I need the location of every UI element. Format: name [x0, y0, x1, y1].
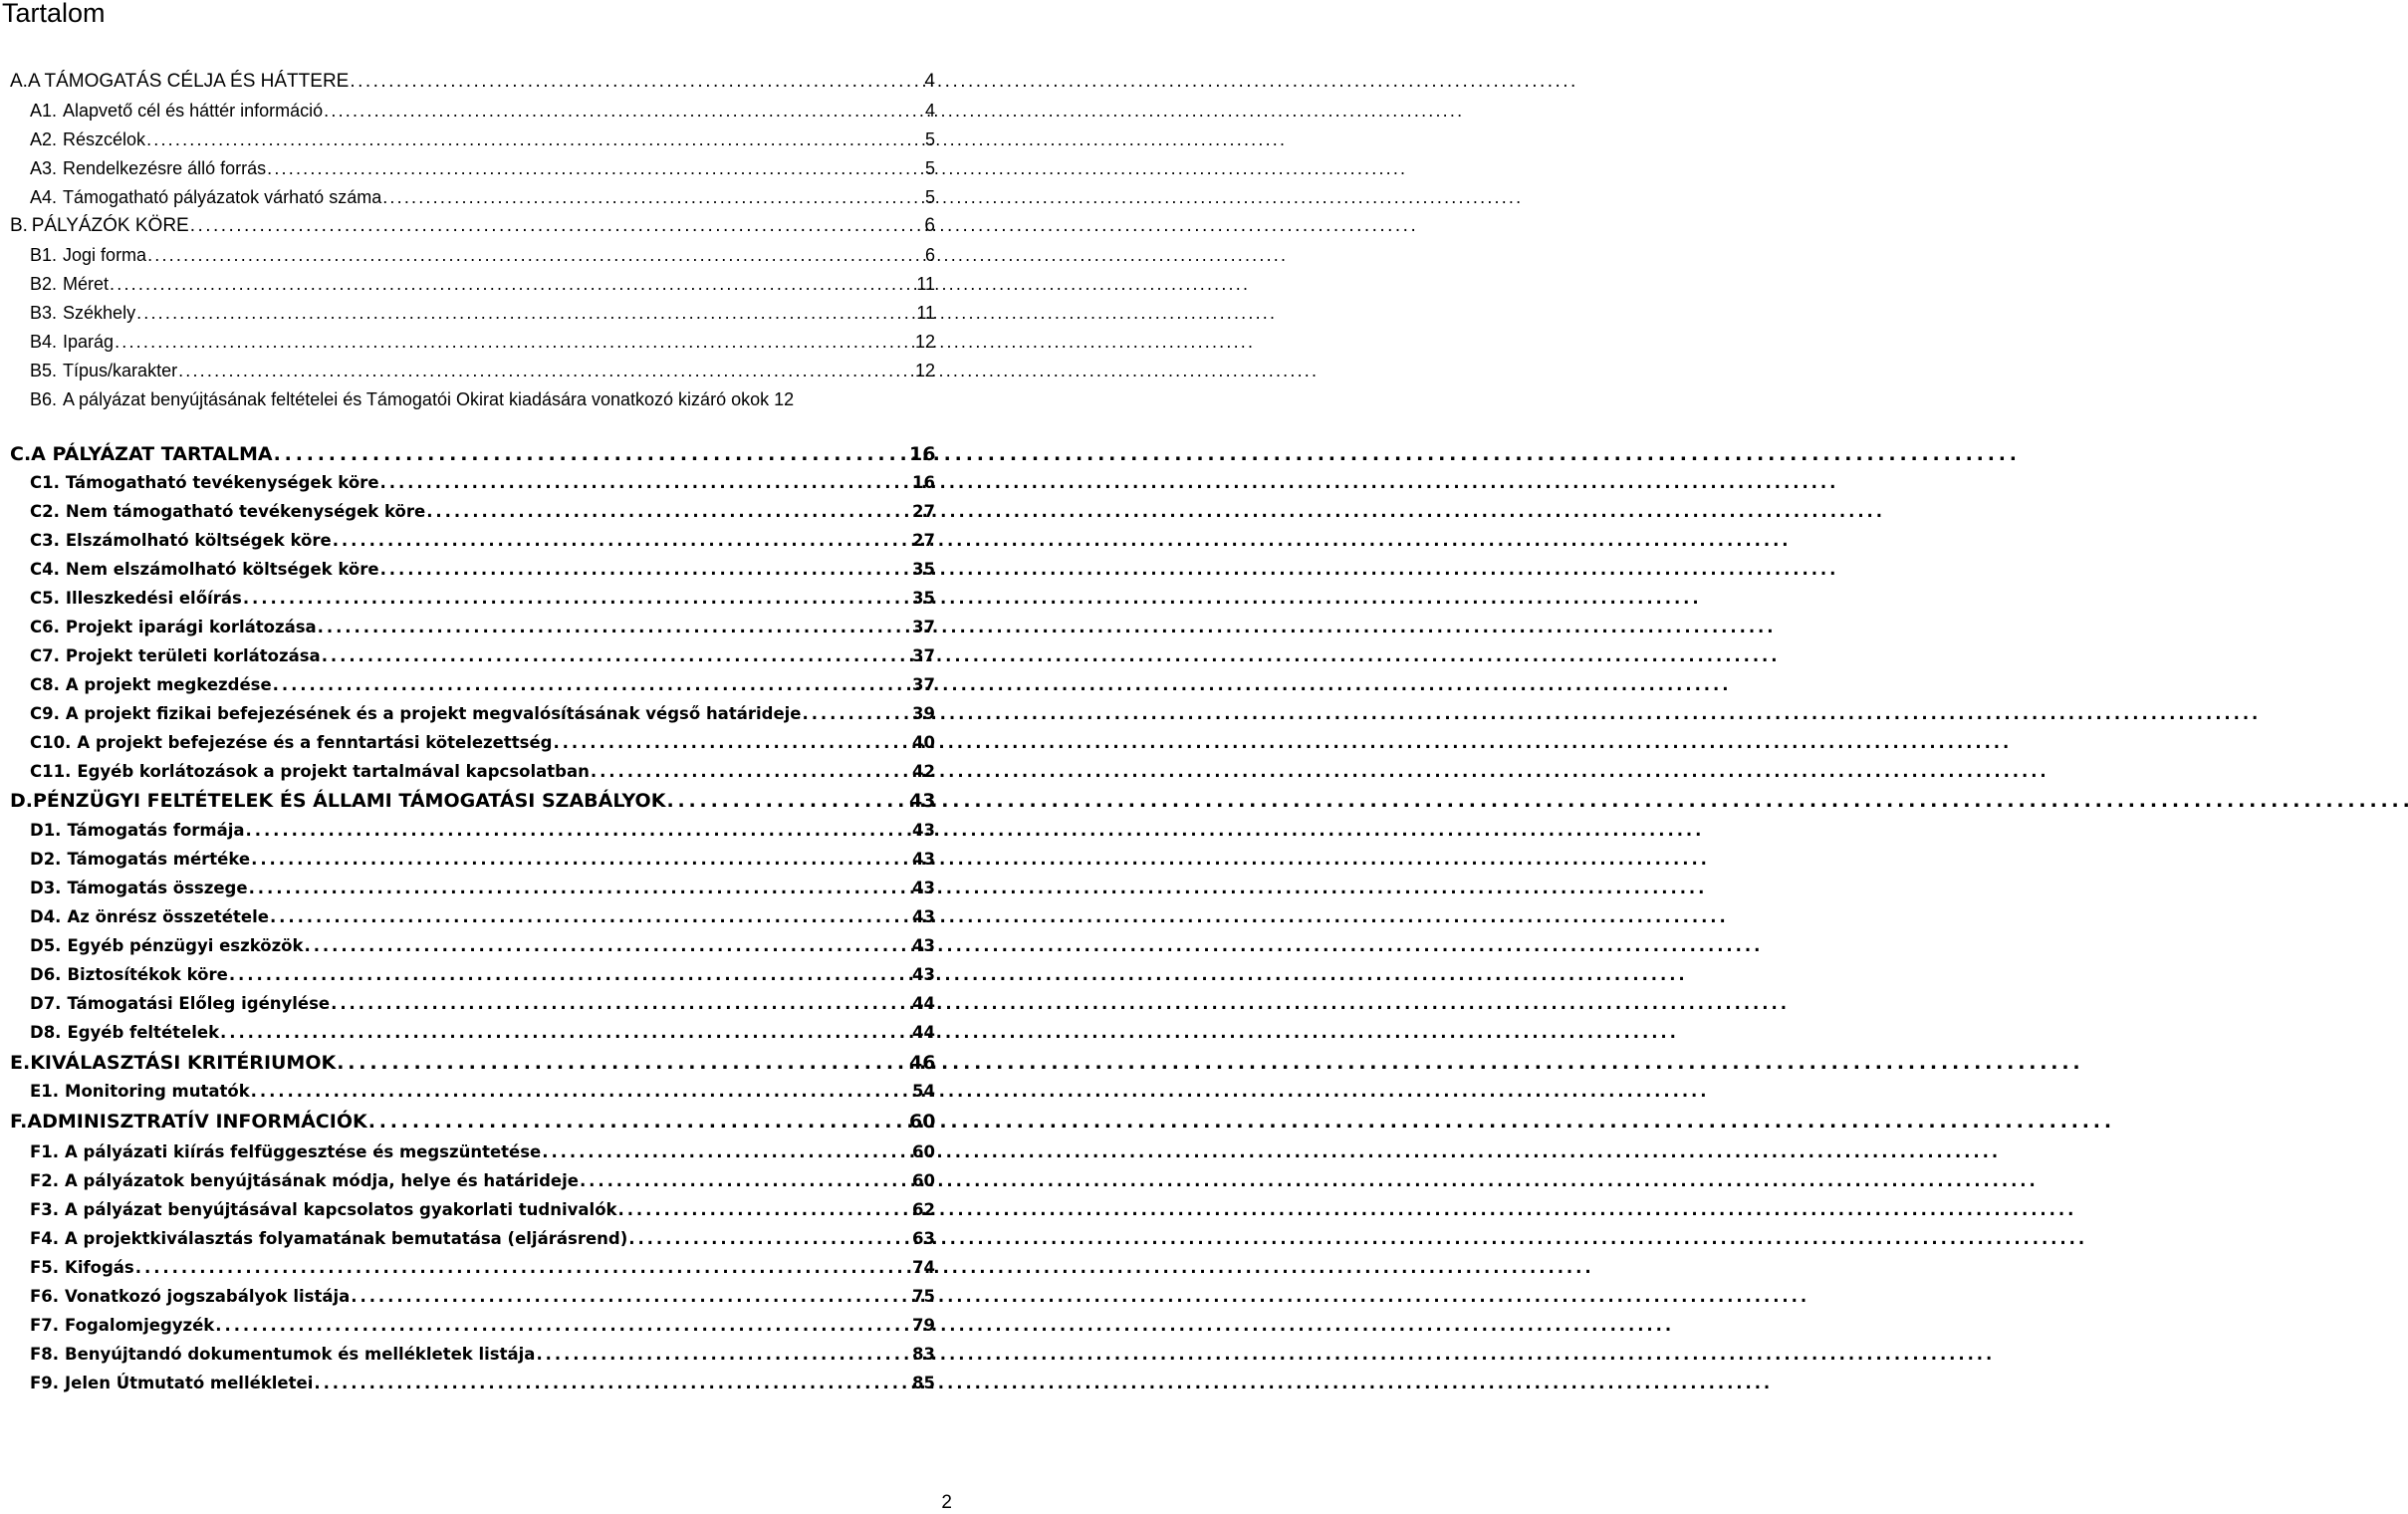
toc-entry-page: 35 — [912, 589, 935, 608]
toc-entry[interactable] — [0, 990, 956, 1018]
toc-entry-page: 74 — [912, 1258, 935, 1277]
toc-entry-number: F4. — [30, 1229, 60, 1248]
toc-leader-dots — [380, 469, 908, 497]
toc-entry[interactable] — [0, 527, 956, 555]
toc-entry-title: A projekt fizikai befejezésének és a projekt megvalósításának végső határideje — [65, 704, 802, 723]
toc-entry-title: Projekt területi korlátozása — [65, 646, 321, 665]
toc-leader-dots — [591, 758, 908, 786]
toc-entry-page: 62 — [912, 1200, 935, 1219]
toc-entry-number: C2. — [30, 502, 60, 521]
toc-entry-number: F9. — [30, 1374, 60, 1392]
toc-leader-dots — [270, 903, 908, 931]
toc-entry-title: Biztosítékok köre — [67, 965, 228, 984]
toc-leader-dots — [178, 357, 908, 384]
toc-entry-title: Fogalomjegyzék — [65, 1316, 215, 1335]
toc-entry-number: B2. — [30, 274, 58, 294]
toc-entry-title: Egyéb korlátozások a projekt tartalmával kapcsolatban — [77, 762, 590, 781]
toc-leader-dots — [380, 556, 908, 584]
toc-entry-title: Nem elszámolható költségek köre — [65, 560, 379, 579]
toc-entry[interactable] — [0, 183, 956, 211]
toc-entry-page: 11 — [916, 303, 935, 323]
toc-leader-dots — [536, 1341, 908, 1369]
toc-entry-page: 85 — [912, 1374, 935, 1392]
toc-entry-title: Benyújtandó dokumentumok és mellékletek listája — [65, 1345, 536, 1364]
toc-entry[interactable] — [0, 154, 956, 182]
toc-entry-title: Egyéb feltételek — [67, 1023, 220, 1042]
toc-entry-page: 79 — [912, 1316, 935, 1335]
toc-entry-number: B3. — [30, 303, 58, 323]
toc-leader-dots — [146, 126, 908, 153]
toc-entry-title: Részcélok — [63, 129, 146, 149]
toc-entry[interactable] — [0, 556, 956, 584]
toc-entry[interactable] — [0, 299, 956, 327]
toc-entry[interactable] — [0, 1138, 956, 1166]
toc-leader-dots — [350, 68, 908, 96]
toc-entry-title: A pályázatok benyújtásának módja, helye és határideje — [65, 1171, 579, 1190]
toc-entry-title: A projekt megkezdése — [65, 675, 272, 694]
toc-entry-page: 44 — [912, 994, 935, 1013]
toc-entry-title: Vonatkozó jogszabályok listája — [65, 1287, 351, 1306]
toc-leader-dots — [305, 932, 909, 960]
page-title: Tartalom — [2, 0, 106, 28]
toc-entry-page: 12 — [914, 361, 935, 380]
toc-entry[interactable] — [0, 241, 956, 269]
toc-entry-number: D. — [10, 790, 33, 812]
toc-entry-number: D2. — [30, 850, 62, 869]
toc-entry-title: ADMINISZTRATÍV INFORMÁCIÓK — [27, 1111, 367, 1133]
toc-entry-page: 43 — [912, 907, 935, 926]
toc-entry-number: C10. — [30, 733, 72, 752]
toc-entry-title: PÉNZÜGYI FELTÉTELEK ÉS ÁLLAMI TÁMOGATÁSI SZABÁLYOK — [33, 790, 666, 812]
toc-entry-title: A projektkiválasztás folyamatának bemutatása (eljárásrend) — [65, 1229, 628, 1248]
toc-leader-dots — [273, 671, 908, 699]
toc-entry[interactable] — [0, 469, 956, 497]
toc-entry[interactable] — [0, 270, 956, 298]
toc-leader-dots — [243, 585, 908, 613]
toc-entry[interactable] — [0, 961, 956, 989]
toc-entry-number: A2. — [30, 129, 58, 149]
toc-entry-number: F2. — [30, 1171, 60, 1190]
toc-entry[interactable] — [0, 328, 956, 356]
toc-entry-number: A3. — [30, 158, 58, 178]
toc-entry-page: 6 — [924, 215, 935, 236]
toc-entry-title: PÁLYÁZÓK KÖRE — [31, 215, 189, 236]
toc-entry-page: 16 — [909, 443, 936, 465]
toc-leader-dots — [322, 642, 908, 670]
toc-entry[interactable] — [0, 642, 956, 670]
toc-leader-dots — [190, 212, 908, 240]
toc-entry-number: C6. — [30, 618, 60, 636]
toc-section-entry[interactable] — [0, 787, 956, 815]
toc-entry-number: C8. — [30, 675, 60, 694]
toc-entry[interactable] — [0, 498, 956, 526]
toc-entry[interactable] — [0, 357, 956, 384]
toc-entry-number: F8. — [30, 1345, 60, 1364]
toc-entry-number: B6. — [30, 389, 58, 409]
toc-entry[interactable] — [0, 1196, 956, 1224]
toc-entry-title: Támogatható pályázatok várható száma — [63, 187, 382, 207]
toc-entry-number: F6. — [30, 1287, 60, 1306]
toc-entry-page: 43 — [909, 790, 936, 812]
toc-entry-title: Iparág — [63, 332, 115, 352]
toc-entry-page: 16 — [912, 473, 935, 492]
toc-entry-title: KIVÁLASZTÁSI KRITÉRIUMOK — [30, 1052, 337, 1074]
toc-entry-page: 46 — [909, 1052, 936, 1074]
toc-entry[interactable] — [0, 846, 956, 874]
toc-entry-number: D8. — [30, 1023, 62, 1042]
toc-entry-title: Jelen Útmutató mellékletei — [65, 1374, 314, 1392]
toc-entry-page: 54 — [912, 1082, 935, 1101]
toc-entry-title: Kifogás — [65, 1258, 134, 1277]
toc-leader-dots — [553, 729, 908, 757]
toc-entry-title: Nem támogatható tevékenységek köre — [65, 502, 426, 521]
toc-entry[interactable] — [0, 126, 956, 153]
toc-entry[interactable] — [0, 614, 956, 641]
toc-leader-dots — [333, 527, 908, 555]
toc-entry-title: Az önrész összetétele — [67, 907, 269, 926]
toc-entry-page: 43 — [912, 965, 935, 984]
toc-leader-dots — [802, 700, 908, 728]
toc-entry-page: 43 — [912, 821, 935, 840]
toc-entry-page: 63 — [912, 1229, 935, 1248]
toc-entry[interactable] — [0, 1254, 956, 1282]
toc-entry[interactable] — [0, 758, 956, 786]
toc-entry[interactable] — [0, 1283, 956, 1311]
toc-entry-number: C5. — [30, 589, 60, 608]
toc-entry-title: Elszámolható költségek köre — [65, 531, 332, 550]
toc-entry-page: 40 — [912, 733, 935, 752]
toc-entry-page: 43 — [912, 850, 935, 869]
toc-entry-page: 5 — [924, 187, 935, 207]
toc-entry-number: D5. — [30, 936, 62, 955]
toc-entry-title: A pályázati kiírás felfüggesztése és megszüntetése — [65, 1142, 542, 1161]
toc-entry[interactable] — [0, 585, 956, 613]
toc-leader-dots — [115, 328, 908, 356]
toc-entry-number: C11. — [30, 762, 72, 781]
toc-section-entry[interactable] — [0, 68, 956, 96]
toc-entry-title: Illeszkedési előírás — [65, 589, 242, 608]
toc-entry-title: Projekt iparági korlátozása — [65, 618, 317, 636]
toc-entry[interactable] — [0, 1312, 956, 1340]
toc-entry-number: F7. — [30, 1316, 60, 1335]
toc-entry-number: C3. — [30, 531, 60, 550]
toc-leader-dots — [267, 154, 908, 182]
page-number: 2 — [941, 1492, 952, 1513]
toc-leader-dots — [331, 990, 908, 1018]
toc-entry[interactable] — [0, 1370, 956, 1397]
toc-entry-page: 44 — [912, 1023, 935, 1042]
toc-leader-dots — [246, 817, 908, 845]
toc-entry-number: A4. — [30, 187, 58, 207]
toc-entry[interactable] — [0, 671, 956, 699]
toc-entry-page: 27 — [912, 502, 935, 521]
toc-entry-title: Támogatás mértéke — [67, 850, 251, 869]
toc-entry-number: D4. — [30, 907, 62, 926]
toc-entry-page: 37 — [912, 618, 935, 636]
toc-section-entry[interactable] — [0, 212, 956, 240]
toc-entry-page: 83 — [912, 1345, 935, 1364]
toc-section-entry[interactable] — [0, 1049, 956, 1077]
toc-entry-number: C9. — [30, 704, 60, 723]
toc-entry-page: 43 — [912, 936, 935, 955]
toc-entry-page: 11 — [916, 274, 935, 294]
toc-entry-number: F1. — [30, 1142, 60, 1161]
toc-entry-number: F5. — [30, 1258, 60, 1277]
toc-section-entry[interactable] — [0, 440, 956, 468]
toc-entry[interactable] — [0, 1341, 956, 1369]
toc-leader-dots — [147, 241, 908, 269]
toc-leader-dots — [618, 1196, 909, 1224]
toc-leader-dots — [136, 299, 908, 327]
toc-leader-dots — [229, 961, 908, 989]
toc-entry-page: 37 — [912, 675, 935, 694]
toc-entry-number: A1. — [30, 101, 58, 121]
toc-leader-dots — [249, 875, 908, 902]
toc-entry[interactable] — [0, 932, 956, 960]
toc-entry-page: 39 — [912, 704, 935, 723]
toc-entry-title: Alapvető cél és háttér információ — [63, 101, 324, 121]
toc-entry-page: 27 — [912, 531, 935, 550]
toc-entry[interactable] — [0, 817, 956, 845]
toc-entry-title: Méret — [63, 274, 110, 294]
toc-section-entry[interactable] — [0, 1108, 956, 1136]
toc-entry-title: A pályázat benyújtásának feltételei és Támogatói Okirat kiadására vonatkozó kizáró okok 12 — [63, 389, 795, 409]
toc-entry-page: 43 — [912, 879, 935, 897]
toc-entry-title: Támogatási Előleg igénylése — [67, 994, 331, 1013]
toc-entry-number: C4. — [30, 560, 60, 579]
toc-entry-page: 6 — [924, 245, 935, 265]
toc-entry-title: Jogi forma — [63, 245, 147, 265]
toc-entry-title: Típus/karakter — [63, 361, 178, 380]
toc-entry-number: B5. — [30, 361, 58, 380]
toc-entry[interactable] — [0, 1225, 956, 1253]
toc-entry[interactable] — [0, 729, 956, 757]
toc-entry-number: D3. — [30, 879, 62, 897]
toc-entry-page: 12 — [914, 332, 935, 352]
toc-entry-number: C1. — [30, 473, 60, 492]
toc-entry-page: 60 — [912, 1171, 935, 1190]
toc-entry-number: D7. — [30, 994, 62, 1013]
toc-entry-page: 4 — [924, 71, 935, 92]
toc-entry-title: A PÁLYÁZAT TARTALMA — [31, 443, 273, 465]
toc-entry-page: 5 — [924, 158, 935, 178]
toc-entry[interactable] — [0, 700, 956, 728]
toc-entry-page: 42 — [912, 762, 935, 781]
toc-entry-number: F3. — [30, 1200, 60, 1219]
toc-entry-title: A TÁMOGATÁS CÉLJA ÉS HÁTTERE — [27, 71, 350, 92]
toc-entry[interactable] — [30, 385, 956, 413]
toc-leader-dots — [426, 498, 908, 526]
toc-entry[interactable] — [0, 875, 956, 902]
toc-leader-dots — [542, 1138, 908, 1166]
toc-entry-page: 5 — [924, 129, 935, 149]
toc-leader-dots — [274, 440, 908, 468]
toc-leader-dots — [382, 183, 908, 211]
toc-entry[interactable] — [0, 97, 956, 125]
toc-leader-dots — [220, 1019, 908, 1047]
toc-entry-number: A. — [10, 71, 28, 92]
toc-entry-page: 75 — [912, 1287, 935, 1306]
toc-entry-title: A pályázat benyújtásával kapcsolatos gyakorlati tudnivalók — [65, 1200, 617, 1219]
toc-entry-title: Székhely — [63, 303, 136, 323]
toc-entry-number: C. — [10, 443, 32, 465]
toc-leader-dots — [314, 1370, 908, 1397]
toc-leader-dots — [215, 1312, 908, 1340]
toc-entry-page: 37 — [912, 646, 935, 665]
toc-entry-title: Támogatható tevékenységek köre — [65, 473, 379, 492]
toc-entry-number: E1. — [30, 1082, 60, 1101]
toc-leader-dots — [318, 614, 908, 641]
toc-entry-title: Támogatás összege — [67, 879, 248, 897]
toc-entry-number: B. — [10, 215, 28, 236]
toc-entry[interactable] — [0, 903, 956, 931]
toc-entry-page: 35 — [912, 560, 935, 579]
toc-entry-title: A projekt befejezése és a fenntartási kötelezettség — [77, 733, 553, 752]
toc-leader-dots — [251, 1078, 908, 1106]
toc-entry-page: 4 — [924, 101, 935, 121]
toc-entry-number: D1. — [30, 821, 62, 840]
toc-leader-dots — [251, 846, 908, 874]
toc-entry[interactable] — [0, 1078, 956, 1106]
toc-entry-page: 60 — [912, 1142, 935, 1161]
toc-entry-number: C7. — [30, 646, 60, 665]
toc-leader-dots — [628, 1225, 908, 1253]
toc-leader-dots — [135, 1254, 908, 1282]
toc-entry-page: 60 — [909, 1111, 936, 1133]
toc-entry-title: Monitoring mutatók — [65, 1082, 250, 1101]
toc-entry-title: Támogatás formája — [67, 821, 245, 840]
toc-leader-dots — [368, 1108, 908, 1136]
toc-entry-number: B1. — [30, 245, 58, 265]
toc-leader-dots — [324, 97, 908, 125]
toc-entry-title: Rendelkezésre álló forrás — [63, 158, 267, 178]
toc-leader-dots — [337, 1049, 908, 1077]
toc-entry-number: E. — [10, 1052, 31, 1074]
toc-entry-number: D6. — [30, 965, 62, 984]
toc-entry-number: B4. — [30, 332, 58, 352]
toc-leader-dots — [351, 1283, 908, 1311]
toc-entry-number: F. — [10, 1111, 28, 1133]
toc-leader-dots — [580, 1167, 908, 1195]
toc-leader-dots — [110, 270, 908, 298]
toc-entry-title: Egyéb pénzügyi eszközök — [67, 936, 304, 955]
toc-leader-dots — [666, 787, 908, 815]
toc-entry[interactable] — [0, 1019, 956, 1047]
toc-entry[interactable] — [0, 1167, 956, 1195]
